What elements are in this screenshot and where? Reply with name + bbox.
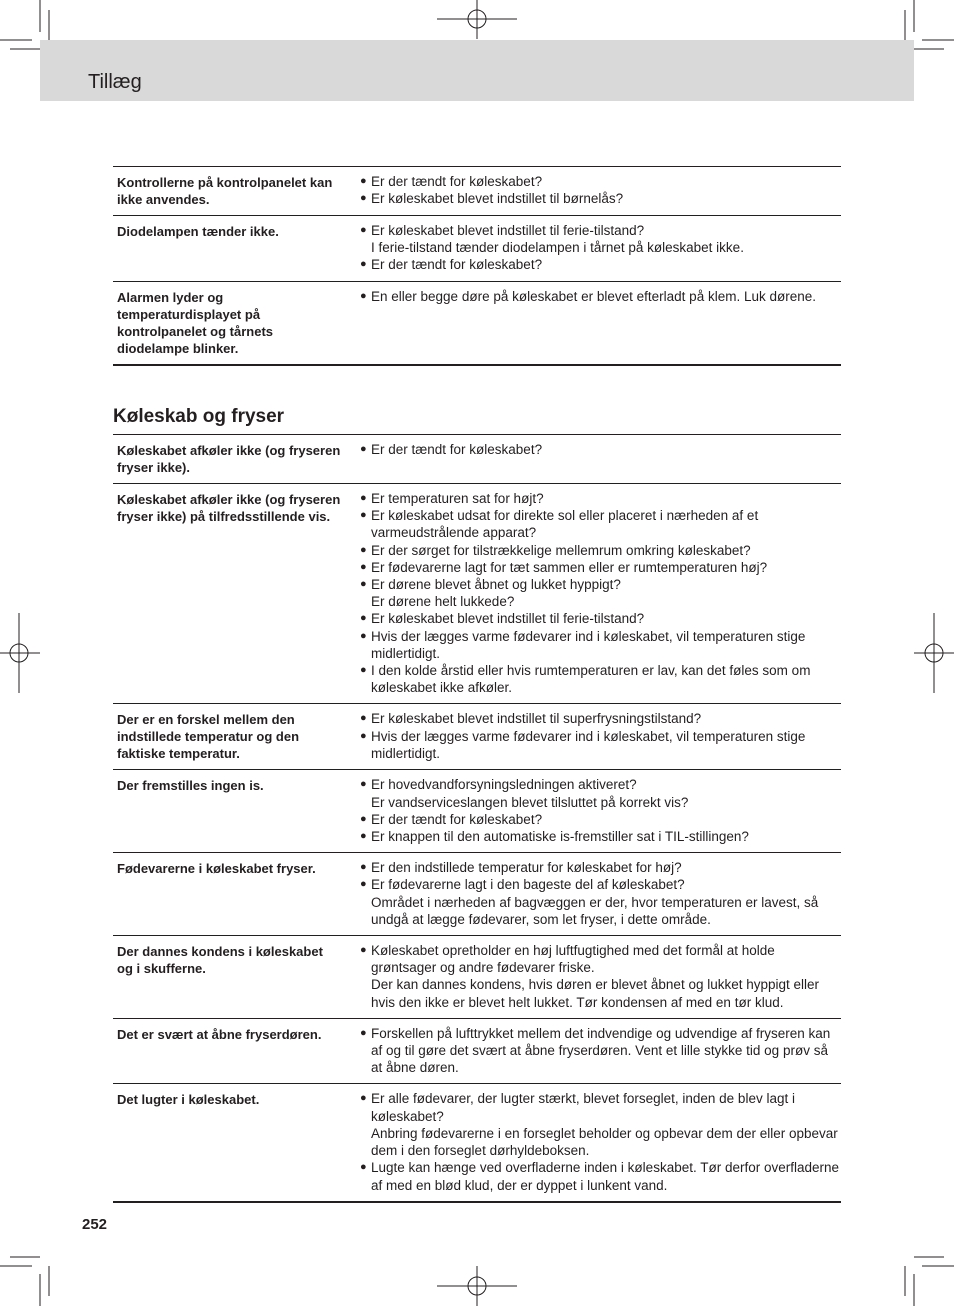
bullet-icon: ● (360, 664, 367, 677)
bullet-icon: ● (360, 1161, 367, 1174)
table-row (113, 215, 841, 281)
problem-text: Der dannes kondens i køleskabet og i skufferne. (117, 944, 323, 977)
table-row (113, 935, 841, 1018)
bullet-icon: ● (360, 509, 367, 522)
list-item (360, 628, 841, 662)
cause-text: Lugte kan hænge ved overfladerne inden i køleskabet. Tør derfor overfladerne af med en blød klud, der er dyppet i lunkent vand. (371, 1160, 840, 1193)
cause-text: Anbring fødevarerne i en forseglet beholder og opbevar dem der eller opbevar dem i den forseglet dørhyldeboksen. (371, 1125, 838, 1159)
list-item (360, 776, 841, 810)
cause-text: Er der sørget for tilstrækkelige mellemrum omkring køleskabet? (371, 542, 751, 558)
cause-list (342, 710, 841, 762)
problem-text: Der fremstilles ingen is. (117, 778, 264, 794)
list-item (360, 576, 841, 610)
cause-text: Køleskabet opretholder en høj luftfugtighed med det formål at holde grøntsager og andre fødevarer friske. (371, 943, 775, 976)
bullet-icon: ● (360, 629, 367, 642)
cause-list (342, 776, 841, 845)
troubleshooting-table-fridge-freezer (113, 434, 841, 1203)
problem-text: Der er en forskel mellem den indstillede temperatur og den faktiske temperatur. (117, 712, 300, 762)
cause-text: Er der tændt for køleskabet? (371, 257, 543, 273)
cause-text: Er hovedvandforsyningsledningen aktiveret? (371, 777, 637, 793)
list-item (360, 222, 841, 256)
cause-text: I ferie-tilstand tænder diodelampen i tårnet på køleskabet ikke. (371, 240, 744, 256)
list-item (360, 728, 841, 762)
cause-text: Er der tændt for køleskabet? (371, 811, 543, 827)
page-header-band (40, 40, 914, 101)
bullet-icon: ● (360, 192, 367, 205)
problem-text: Fødevarerne i køleskabet fryser. (117, 861, 316, 877)
table-row (113, 852, 841, 935)
list-item (360, 610, 841, 627)
cause-text: Forskellen på lufttrykket mellem det indvendige og udvendige af fryseren kan af og til gøre det svært at åbne fryserdøren. Vent et lille stykke tid og prøv så at åbne døren. (371, 1025, 831, 1076)
list-item (360, 662, 841, 696)
cause-text: Hvis der lægges varme fødevarer ind i køleskabet, vil temperaturen stige midlertidigt. (371, 728, 806, 761)
cause-text: Er køleskabet blevet indstillet til børnelås? (371, 191, 624, 207)
problem-text: Det er svært at åbne fryserdøren. (117, 1026, 322, 1042)
bullet-icon: ● (360, 729, 367, 742)
bullet-icon: ● (360, 861, 367, 874)
list-item (360, 710, 841, 727)
cause-list (342, 288, 841, 357)
bullet-icon: ● (360, 175, 367, 187)
cause-text: Området i nærheden af bagvæggen er der, hvor temperaturen er lavest, så undgå at lægge fødevarer, som let fryser, i dette område. (371, 894, 819, 927)
table-row (113, 167, 841, 215)
list-item (360, 828, 841, 845)
bullet-icon: ● (360, 944, 367, 957)
cause-text: Er køleskabet blevet indstillet til ferie-tilstand? (371, 611, 645, 627)
cause-text: Er køleskabet udsat for direkte sol eller placeret i nærheden af et varmeudstrålende apparat? (371, 508, 759, 541)
list-item (360, 542, 841, 559)
list-item (360, 859, 841, 876)
list-item (360, 190, 841, 207)
list-item (360, 1090, 841, 1159)
cause-text: Er fødevarerne lagt i den bageste del af køleskabet? (371, 877, 685, 893)
troubleshooting-table-general (113, 166, 841, 366)
bullet-icon: ● (360, 289, 367, 302)
cause-text: Er der tændt for køleskabet? (371, 174, 543, 189)
problem-text: Køleskabet afkøler ikke (og fryseren fryser ikke). (117, 443, 341, 475)
bullet-icon: ● (360, 878, 367, 891)
cause-list (342, 942, 841, 1011)
problem-text: Alarmen lyder og temperaturdisplayet på kontrolpanelet og tårnets diodelampe blinker. (117, 289, 274, 356)
cause-text: I den kolde årstid eller hvis rumtemperaturen er lav, kan det føles som om køleskabet ikke afkøler. (371, 663, 811, 696)
list-item (360, 559, 841, 576)
bullet-icon: ● (360, 492, 367, 504)
cause-list (342, 441, 841, 476)
bullet-icon: ● (360, 778, 367, 791)
list-item (360, 942, 841, 1011)
table-row (113, 1083, 841, 1200)
cause-text: Er alle fødevarer, der lugter stærkt, blevet forseglet, inden de blev lagt i køleskabet? (371, 1091, 795, 1124)
cause-text: Er fødevarerne lagt for tæt sammen eller er rumtemperaturen høj? (371, 559, 768, 575)
bullet-icon: ● (360, 224, 367, 236)
cause-text: Er den indstillede temperatur for køleskabet for høj? (371, 860, 682, 876)
page-number: 252 (82, 1216, 108, 1233)
problem-text: Diodelampen tænder ikke. (117, 224, 279, 239)
cause-text: Hvis der lægges varme fødevarer ind i køleskabet, vil temperaturen stige midlertidigt. (371, 628, 806, 661)
problem-text: Kontrollerne på kontrolpanelet kan ikke anvendes. (117, 175, 333, 207)
table-row (113, 1018, 841, 1084)
list-item (360, 490, 841, 507)
list-item (360, 507, 841, 541)
cause-text: En eller begge døre på køleskabet er blevet efterladt på klem. Luk dørene. (371, 288, 816, 304)
list-item (360, 1159, 841, 1193)
bullet-icon: ● (360, 1026, 367, 1039)
cause-list (342, 222, 841, 274)
list-item (360, 288, 841, 305)
bullet-icon: ● (360, 1092, 367, 1105)
cause-text: Er køleskabet blevet indstillet til ferie-tilstand? (371, 223, 645, 238)
cause-text: Er knappen til den automatiske is-fremstiller sat i TIL-stillingen? (371, 829, 749, 845)
problem-text: Køleskabet afkøler ikke (og fryseren fryser ikke) på tilfredsstillende vis. (117, 492, 341, 524)
problem-text: Det lugter i køleskabet. (117, 1092, 260, 1108)
list-item (360, 811, 841, 828)
list-item (360, 876, 841, 928)
cause-text: Er dørene blevet åbnet og lukket hyppigt? (371, 577, 621, 593)
bullet-icon: ● (360, 830, 367, 843)
section-heading: Køleskab og fryser (113, 406, 285, 427)
bullet-icon: ● (360, 560, 367, 573)
cause-text: Der kan dannes kondens, hvis døren er blevet åbnet og lukket hyppigt eller hvis den ikke er blevet helt lukket. Tør kondensen af med en tør klud. (371, 977, 820, 1010)
cause-text: Er temperaturen sat for højt? (371, 491, 544, 506)
list-item (360, 441, 841, 458)
bullet-icon: ● (360, 443, 367, 455)
table-row (113, 435, 841, 483)
table-row (113, 703, 841, 769)
bullet-icon: ● (360, 543, 367, 556)
list-item (360, 256, 841, 273)
cause-text: Er dørene helt lukkede? (371, 594, 515, 610)
table-row (113, 769, 841, 852)
list-item (360, 1025, 841, 1077)
table-row (113, 281, 841, 364)
bullet-icon: ● (360, 258, 367, 271)
table-row (113, 483, 841, 703)
cause-text: Er køleskabet blevet indstillet til superfrysningstilstand? (371, 711, 702, 727)
cause-list (342, 490, 841, 696)
cause-text: Er der tændt for køleskabet? (371, 442, 543, 457)
bullet-icon: ● (360, 578, 367, 591)
list-item (360, 173, 841, 190)
bullet-icon: ● (360, 812, 367, 825)
cause-list (342, 1025, 841, 1077)
cause-text: Er vandserviceslangen blevet tilsluttet på korrekt vis? (371, 794, 689, 810)
page-title: Tillæg (88, 71, 142, 93)
cause-list (342, 173, 841, 208)
bullet-icon: ● (360, 612, 367, 625)
cause-list (342, 859, 841, 928)
cause-list (342, 1090, 841, 1193)
bullet-icon: ● (360, 712, 367, 725)
